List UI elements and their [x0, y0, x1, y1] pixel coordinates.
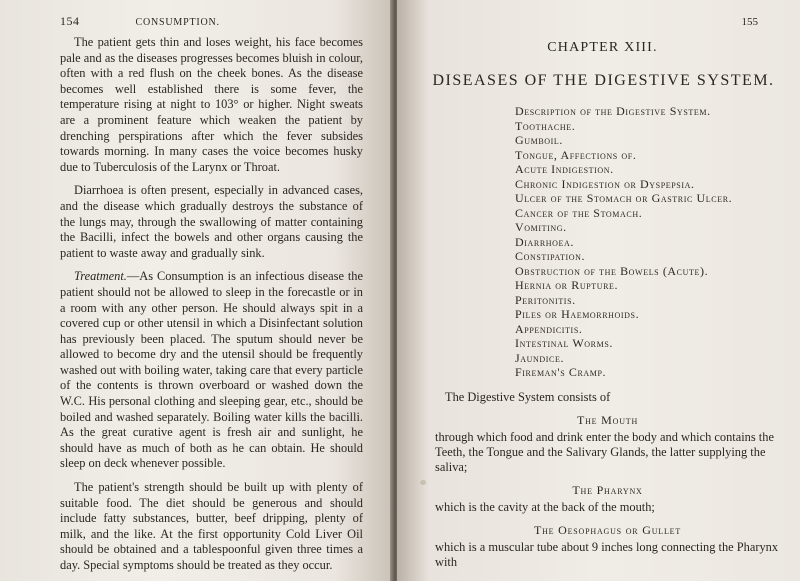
contents-item: Peritonitis. — [515, 292, 576, 307]
contents-item: Piles or Haemorrhoids. — [515, 307, 640, 321]
organ-desc-oesophagus: which is a muscular tube about 9 inches long connecting the Pharynx with — [435, 539, 779, 569]
page-number-left: 154 — [60, 14, 80, 28]
contents-item: Vomiting. — [515, 220, 567, 234]
contents-item: Cancer of the Stomach. — [515, 205, 643, 220]
contents-item: Description of the Digestive System. — [515, 104, 711, 118]
running-head-title: CONSUMPTION. — [135, 17, 220, 28]
contents-item: Gumboil. — [515, 133, 564, 147]
contents-item: Intestinal Worms. — [515, 336, 613, 350]
chapter-number: CHAPTER XIII. — [547, 40, 658, 55]
running-head-left — [60, 14, 363, 29]
right-page — [397, 0, 800, 581]
contents-item: Jaundice. — [515, 350, 565, 365]
contents-item: Toothache. — [515, 118, 576, 133]
contents-item: Diarrhoea. — [515, 234, 574, 249]
contents-item: Appendicitis. — [515, 321, 583, 336]
chapter-contents — [515, 104, 780, 380]
contents-item: Constipation. — [515, 249, 586, 263]
contents-item: Acute Indigestion. — [515, 162, 614, 176]
digestive-intro: The Digestive System consists of — [445, 389, 611, 404]
organ-heading-mouth: The Mouth — [576, 412, 639, 427]
paragraph-treatment: Treatment.—As Consumption is an infectious disease the patient should not be allowed to sleep in the forecastle or in a room with any other person. He should always spit in a covered cup or other utensil in which a Disinfectant solution has previously been placed. The sputum should never be allowed to become dry and the utensil should be frequently washed out with boiling water, taking care that every particle of the contents is thrown overboard or washed down the W.C. His personal clothing and sleeping gear, etc., should be boiled and washed separately. Boiling water kills the bacilli. As the great curative agent is fresh air and sunlight, he should have as much of both as he can obtain. He should sleep on deck whenever possible. — [60, 269, 363, 471]
treatment-label: Treatment. — [74, 269, 127, 284]
contents-item: Fireman's Cramp. — [515, 365, 607, 379]
paragraph-diet: The patient's strength should be built up with plenty of suitable food. The diet should be generous and should include fatty substances, butter, beef dripping, plenty of milk, and the like. At the first opportunity Cold Liver Oil should be obtained and a tablespoonful given three times a day. Special symptoms should be treated as they occur. — [60, 480, 363, 572]
contents-item: Chronic Indigestion or Dyspepsia. — [515, 176, 695, 191]
paragraph-diarrhoea: Diarrhoea is often present, especially in advanced cases, and the disease which gradually destroys the substance of the lungs may, through the swallowing of matter containing the Bacilli, infect the bowels and other organs causing the patient to waste away and gradually sink. — [60, 183, 363, 260]
paper-stain — [420, 480, 426, 485]
left-page — [0, 0, 393, 581]
contents-item: Obstruction of the Bowels (Acute). — [515, 263, 709, 278]
treatment-text: As Consumption is an infectious disease the patient should not be allowed to sleep in the forecastle or in a room with any other person. He should always spit in a covered cup or other utensil in which a Disinfectant solution has previously been placed. The sputum should never be allowed to become dry and the utensil should be frequently washed out with boiling water, taking care that every particle of the contents is thrown overboard or washed down the W.C. His personal clothing and sleeping gear, etc., should be boiled and washed separately. Boiling water kills the bacilli. As the great curative agent is fresh air and sunlight, he should have as much of both as he can obtain. He should sleep on deck whenever possible. — [60, 269, 363, 471]
organ-heading-oesophagus: The Oesophagus or Gullet — [533, 522, 682, 537]
contents-item: Hernia or Rupture. — [515, 278, 619, 292]
organ-desc-mouth: through which food and drink enter the body and which contains the Teeth, the Tongue and the Salivary Glands, the latter supplying the saliva; — [435, 429, 774, 474]
paragraph-symptoms: The patient gets thin and loses weight, his face becomes pale and as the diseases progresses becomes bluish in colour, often with a red flush on the cheek bones. As the disease becomes well established there is some fever, the temperature rising at night to 103° or higher. Night sweats are a prominent feature which weaken the patient by drenching perspirations after which the fever subsides towards morning. In many cases the voice becomes husky due to Tuberculosis of the Larynx or Throat. — [60, 35, 363, 174]
contents-item: Tongue, Affections of. — [515, 147, 637, 162]
organ-desc-pharynx: which is the cavity at the back of the mouth; — [435, 499, 655, 514]
left-body-text — [60, 35, 363, 574]
chapter-title: DISEASES OF THE DIGESTIVE SYSTEM. — [432, 72, 775, 89]
organ-heading-pharynx: The Pharynx — [572, 482, 643, 497]
contents-item: Ulcer of the Stomach or Gastric Ulcer. — [515, 191, 733, 205]
page-number-right: 155 — [741, 16, 758, 28]
